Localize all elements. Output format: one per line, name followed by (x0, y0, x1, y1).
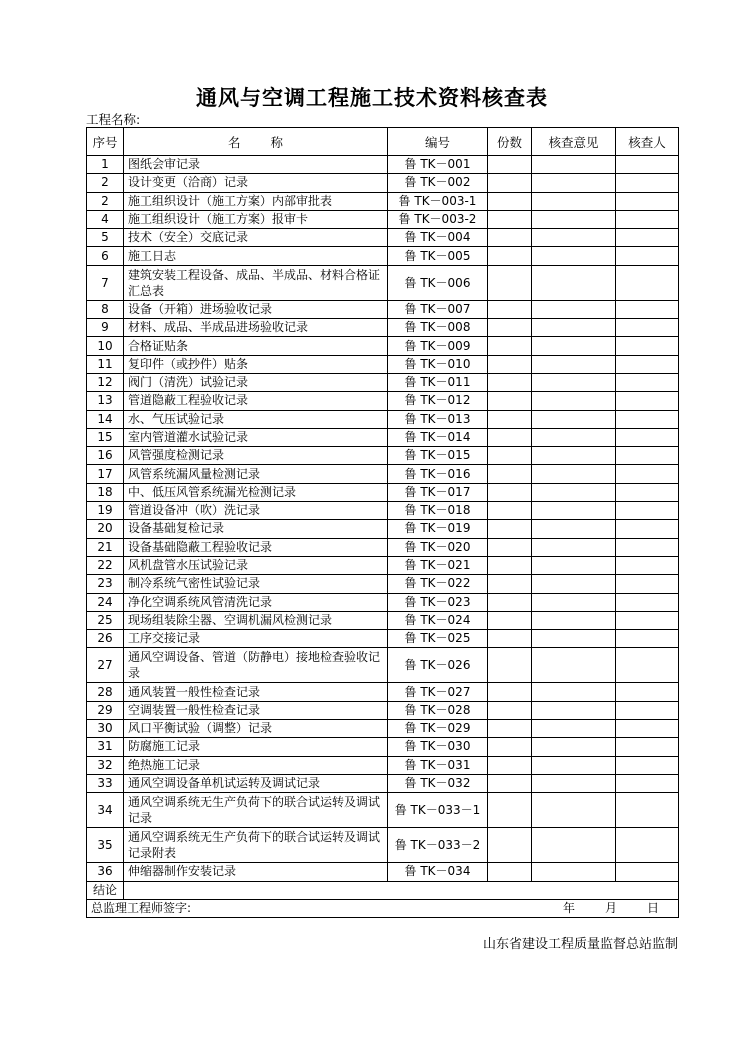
row-name: 管道隐蔽工程验收记录 (124, 392, 388, 410)
signature-label: 总监理工程师签字: (91, 900, 192, 915)
row-opinion[interactable] (532, 756, 616, 774)
row-checker[interactable] (616, 174, 679, 192)
signature-row (87, 899, 679, 917)
row-no: 2 (87, 174, 124, 192)
row-name: 设备基础隐蔽工程验收记录 (124, 538, 388, 556)
row-opinion[interactable] (532, 337, 616, 355)
row-copies[interactable] (488, 428, 532, 446)
table-row (87, 538, 679, 556)
row-checker[interactable] (616, 756, 679, 774)
row-name: 设备基础复检记录 (124, 520, 388, 538)
table-row (87, 701, 679, 719)
row-name: 技术（安全）交底记录 (124, 229, 388, 247)
row-name: 通风空调设备、管道（防静电）接地检查验收记录 (124, 648, 388, 683)
row-no: 23 (87, 575, 124, 593)
row-checker[interactable] (616, 648, 679, 683)
row-opinion[interactable] (532, 392, 616, 410)
table-row (87, 447, 679, 465)
conclusion-label: 结论 (87, 881, 124, 899)
table-row (87, 465, 679, 483)
row-no: 14 (87, 410, 124, 428)
row-opinion[interactable] (532, 355, 616, 373)
row-name: 净化空调系统风管清洗记录 (124, 593, 388, 611)
row-copies[interactable] (488, 373, 532, 391)
row-code: 鲁 TK－017 (388, 483, 488, 501)
conclusion-row (87, 881, 679, 899)
row-name: 材料、成品、半成品进场验收记录 (124, 319, 388, 337)
row-name: 风管系统漏风量检测记录 (124, 465, 388, 483)
row-checker[interactable] (616, 611, 679, 629)
row-name: 通风空调设备单机试运转及调试记录 (124, 774, 388, 792)
row-no: 1 (87, 156, 124, 174)
row-name: 现场组装除尘器、空调机漏风检测记录 (124, 611, 388, 629)
table-row (87, 593, 679, 611)
table-row (87, 156, 679, 174)
row-opinion[interactable] (532, 428, 616, 446)
table-row (87, 265, 679, 300)
table-row (87, 392, 679, 410)
row-checker[interactable] (616, 265, 679, 300)
row-copies[interactable] (488, 156, 532, 174)
row-code: 鲁 TK－026 (388, 648, 488, 683)
row-copies[interactable] (488, 556, 532, 574)
row-no: 11 (87, 355, 124, 373)
row-code: 鲁 TK－005 (388, 247, 488, 265)
row-name: 风机盘管水压试验记录 (124, 556, 388, 574)
table-row (87, 428, 679, 446)
row-checker[interactable] (616, 229, 679, 247)
row-code: 鲁 TK－028 (388, 701, 488, 719)
row-name: 绝热施工记录 (124, 756, 388, 774)
header-no: 序号 (87, 128, 124, 156)
header-code: 编号 (388, 128, 488, 156)
row-code: 鲁 TK－024 (388, 611, 488, 629)
row-name: 合格证贴条 (124, 337, 388, 355)
row-name: 设计变更（洽商）记录 (124, 174, 388, 192)
row-checker[interactable] (616, 210, 679, 228)
table-row (87, 756, 679, 774)
row-no: 33 (87, 774, 124, 792)
row-copies[interactable] (488, 174, 532, 192)
row-copies[interactable] (488, 828, 532, 863)
row-opinion[interactable] (532, 828, 616, 863)
row-no: 5 (87, 229, 124, 247)
row-code: 鲁 TK－034 (388, 863, 488, 881)
row-no: 19 (87, 502, 124, 520)
row-checker[interactable] (616, 447, 679, 465)
header-opinion: 核查意见 (532, 128, 616, 156)
header-name: 名称 (124, 128, 388, 156)
row-opinion[interactable] (532, 319, 616, 337)
row-name: 施工组织设计（施工方案）内部审批表 (124, 192, 388, 210)
row-code: 鲁 TK－006 (388, 265, 488, 300)
row-code: 鲁 TK－003-2 (388, 210, 488, 228)
row-checker[interactable] (616, 483, 679, 501)
row-code: 鲁 TK－014 (388, 428, 488, 446)
row-copies[interactable] (488, 483, 532, 501)
row-opinion[interactable] (532, 575, 616, 593)
row-checker[interactable] (616, 520, 679, 538)
signature-cell[interactable] (87, 899, 679, 917)
row-copies[interactable] (488, 774, 532, 792)
row-no: 7 (87, 265, 124, 300)
row-name: 防腐施工记录 (124, 738, 388, 756)
row-no: 24 (87, 593, 124, 611)
table-row (87, 192, 679, 210)
row-code: 鲁 TK－025 (388, 630, 488, 648)
row-checker[interactable] (616, 701, 679, 719)
row-checker[interactable] (616, 465, 679, 483)
row-copies[interactable] (488, 392, 532, 410)
row-no: 34 (87, 793, 124, 828)
row-code: 鲁 TK－001 (388, 156, 488, 174)
row-code: 鲁 TK－032 (388, 774, 488, 792)
row-no: 21 (87, 538, 124, 556)
row-no: 4 (87, 210, 124, 228)
row-no: 20 (87, 520, 124, 538)
row-copies[interactable] (488, 701, 532, 719)
row-opinion[interactable] (532, 611, 616, 629)
table-row (87, 828, 679, 863)
row-copies[interactable] (488, 447, 532, 465)
table-row (87, 774, 679, 792)
year-label: 年 (562, 900, 575, 915)
row-checker[interactable] (616, 373, 679, 391)
table-row (87, 556, 679, 574)
row-no: 6 (87, 247, 124, 265)
row-checker[interactable] (616, 575, 679, 593)
row-no: 32 (87, 756, 124, 774)
table-row (87, 611, 679, 629)
row-opinion[interactable] (532, 300, 616, 318)
table-body (87, 156, 679, 882)
row-copies[interactable] (488, 738, 532, 756)
row-code: 鲁 TK－020 (388, 538, 488, 556)
row-checker[interactable] (616, 410, 679, 428)
row-opinion[interactable] (532, 774, 616, 792)
table-row (87, 720, 679, 738)
row-copies[interactable] (488, 593, 532, 611)
row-checker[interactable] (616, 556, 679, 574)
row-opinion[interactable] (532, 538, 616, 556)
table-row (87, 410, 679, 428)
row-no: 36 (87, 863, 124, 881)
row-copies[interactable] (488, 192, 532, 210)
row-checker[interactable] (616, 300, 679, 318)
table-row (87, 520, 679, 538)
table-row (87, 319, 679, 337)
row-opinion[interactable] (532, 738, 616, 756)
row-no: 15 (87, 428, 124, 446)
row-opinion[interactable] (532, 247, 616, 265)
row-checker[interactable] (616, 337, 679, 355)
row-copies[interactable] (488, 575, 532, 593)
row-code: 鲁 TK－023 (388, 593, 488, 611)
row-checker[interactable] (616, 630, 679, 648)
table-row (87, 648, 679, 683)
row-checker[interactable] (616, 428, 679, 446)
row-checker[interactable] (616, 319, 679, 337)
row-copies[interactable] (488, 683, 532, 701)
row-opinion[interactable] (532, 593, 616, 611)
row-copies[interactable] (488, 502, 532, 520)
row-code: 鲁 TK－010 (388, 355, 488, 373)
row-code: 鲁 TK－021 (388, 556, 488, 574)
row-opinion[interactable] (532, 483, 616, 501)
row-no: 18 (87, 483, 124, 501)
table-row (87, 793, 679, 828)
row-copies[interactable] (488, 229, 532, 247)
row-name: 施工组织设计（施工方案）报审卡 (124, 210, 388, 228)
row-name: 水、气压试验记录 (124, 410, 388, 428)
row-code: 鲁 TK－016 (388, 465, 488, 483)
row-name: 施工日志 (124, 247, 388, 265)
row-name: 中、低压风管系统漏光检测记录 (124, 483, 388, 501)
row-copies[interactable] (488, 630, 532, 648)
row-opinion[interactable] (532, 156, 616, 174)
row-copies[interactable] (488, 648, 532, 683)
table-row (87, 373, 679, 391)
row-checker[interactable] (616, 720, 679, 738)
row-checker[interactable] (616, 355, 679, 373)
row-opinion[interactable] (532, 630, 616, 648)
row-name: 复印件（或抄件）贴条 (124, 355, 388, 373)
row-checker[interactable] (616, 502, 679, 520)
row-checker[interactable] (616, 593, 679, 611)
row-no: 2 (87, 192, 124, 210)
table-row (87, 247, 679, 265)
row-copies[interactable] (488, 756, 532, 774)
row-copies[interactable] (488, 210, 532, 228)
table-row (87, 174, 679, 192)
row-code: 鲁 TK－018 (388, 502, 488, 520)
row-name: 图纸会审记录 (124, 156, 388, 174)
row-opinion[interactable] (532, 210, 616, 228)
row-name: 工序交接记录 (124, 630, 388, 648)
row-no: 8 (87, 300, 124, 318)
row-name: 通风空调系统无生产负荷下的联合试运转及调试记录附表 (124, 828, 388, 863)
row-code: 鲁 TK－002 (388, 174, 488, 192)
row-opinion[interactable] (532, 863, 616, 881)
row-no: 25 (87, 611, 124, 629)
row-opinion[interactable] (532, 683, 616, 701)
table-row (87, 575, 679, 593)
row-opinion[interactable] (532, 410, 616, 428)
row-checker[interactable] (616, 863, 679, 881)
table-row (87, 738, 679, 756)
row-opinion[interactable] (532, 720, 616, 738)
table-row (87, 355, 679, 373)
row-code: 鲁 TK－012 (388, 392, 488, 410)
table-header-row (87, 128, 679, 156)
row-code: 鲁 TK－031 (388, 756, 488, 774)
row-no: 16 (87, 447, 124, 465)
row-copies[interactable] (488, 863, 532, 881)
row-opinion[interactable] (532, 520, 616, 538)
row-opinion[interactable] (532, 465, 616, 483)
row-code: 鲁 TK－019 (388, 520, 488, 538)
row-name: 通风空调系统无生产负荷下的联合试运转及调试记录 (124, 793, 388, 828)
row-copies[interactable] (488, 247, 532, 265)
row-no: 10 (87, 337, 124, 355)
sign-date (548, 900, 674, 917)
day-label: 日 (646, 900, 659, 915)
row-name: 风管强度检测记录 (124, 447, 388, 465)
row-opinion[interactable] (532, 373, 616, 391)
row-code: 鲁 TK－008 (388, 319, 488, 337)
row-checker[interactable] (616, 738, 679, 756)
row-name: 阀门（清洗）试验记录 (124, 373, 388, 391)
row-checker[interactable] (616, 156, 679, 174)
row-opinion[interactable] (532, 229, 616, 247)
row-opinion[interactable] (532, 174, 616, 192)
row-code: 鲁 TK－033－1 (388, 793, 488, 828)
row-opinion[interactable] (532, 648, 616, 683)
row-copies[interactable] (488, 337, 532, 355)
project-name-label: 工程名称: (86, 112, 141, 127)
row-no: 28 (87, 683, 124, 701)
row-opinion[interactable] (532, 556, 616, 574)
row-checker[interactable] (616, 793, 679, 828)
row-copies[interactable] (488, 465, 532, 483)
row-code: 鲁 TK－033－2 (388, 828, 488, 863)
row-no: 35 (87, 828, 124, 863)
row-checker[interactable] (616, 683, 679, 701)
row-code: 鲁 TK－009 (388, 337, 488, 355)
row-checker[interactable] (616, 774, 679, 792)
row-checker[interactable] (616, 192, 679, 210)
row-opinion[interactable] (532, 192, 616, 210)
row-copies[interactable] (488, 319, 532, 337)
row-opinion[interactable] (532, 701, 616, 719)
row-no: 12 (87, 373, 124, 391)
row-no: 17 (87, 465, 124, 483)
table-row (87, 210, 679, 228)
table-row (87, 337, 679, 355)
row-code: 鲁 TK－029 (388, 720, 488, 738)
row-name: 制冷系统气密性试验记录 (124, 575, 388, 593)
row-no: 22 (87, 556, 124, 574)
row-no: 27 (87, 648, 124, 683)
row-checker[interactable] (616, 247, 679, 265)
row-opinion[interactable] (532, 502, 616, 520)
row-code: 鲁 TK－004 (388, 229, 488, 247)
row-code: 鲁 TK－022 (388, 575, 488, 593)
row-copies[interactable] (488, 720, 532, 738)
row-opinion[interactable] (532, 265, 616, 300)
row-name: 通风装置一般性检查记录 (124, 683, 388, 701)
row-checker[interactable] (616, 828, 679, 863)
row-no: 30 (87, 720, 124, 738)
row-copies[interactable] (488, 265, 532, 300)
table-row (87, 229, 679, 247)
row-copies[interactable] (488, 410, 532, 428)
table-row (87, 300, 679, 318)
row-checker[interactable] (616, 538, 679, 556)
row-name: 建筑安装工程设备、成品、半成品、材料合格证汇总表 (124, 265, 388, 300)
row-code: 鲁 TK－013 (388, 410, 488, 428)
month-label: 月 (604, 900, 617, 915)
header-checker: 核查人 (616, 128, 679, 156)
row-no: 13 (87, 392, 124, 410)
row-copies[interactable] (488, 793, 532, 828)
row-copies[interactable] (488, 300, 532, 318)
conclusion-field[interactable] (124, 881, 679, 899)
row-no: 9 (87, 319, 124, 337)
row-copies[interactable] (488, 520, 532, 538)
row-opinion[interactable] (532, 793, 616, 828)
row-checker[interactable] (616, 392, 679, 410)
row-name: 伸缩器制作安装记录 (124, 863, 388, 881)
table-row (87, 502, 679, 520)
row-copies[interactable] (488, 538, 532, 556)
row-copies[interactable] (488, 611, 532, 629)
row-name: 设备（开箱）进场验收记录 (124, 300, 388, 318)
row-name: 风口平衡试验（调整）记录 (124, 720, 388, 738)
row-name: 管道设备冲（吹）洗记录 (124, 502, 388, 520)
row-code: 鲁 TK－015 (388, 447, 488, 465)
row-no: 31 (87, 738, 124, 756)
row-no: 26 (87, 630, 124, 648)
row-no: 29 (87, 701, 124, 719)
supervising-authority: 山东省建设工程质量监督总站监制 (482, 937, 678, 952)
row-name: 室内管道灌水试验记录 (124, 428, 388, 446)
row-name: 空调装置一般性检查记录 (124, 701, 388, 719)
row-opinion[interactable] (532, 447, 616, 465)
table-row (87, 863, 679, 881)
table-row (87, 683, 679, 701)
table-row (87, 630, 679, 648)
check-table (86, 127, 679, 918)
row-code: 鲁 TK－003-1 (388, 192, 488, 210)
header-copies: 份数 (488, 128, 532, 156)
page-title: 通风与空调工程施工技术资料核查表 (196, 86, 548, 110)
row-code: 鲁 TK－007 (388, 300, 488, 318)
table-row (87, 483, 679, 501)
row-code: 鲁 TK－011 (388, 373, 488, 391)
row-copies[interactable] (488, 355, 532, 373)
row-code: 鲁 TK－027 (388, 683, 488, 701)
row-code: 鲁 TK－030 (388, 738, 488, 756)
